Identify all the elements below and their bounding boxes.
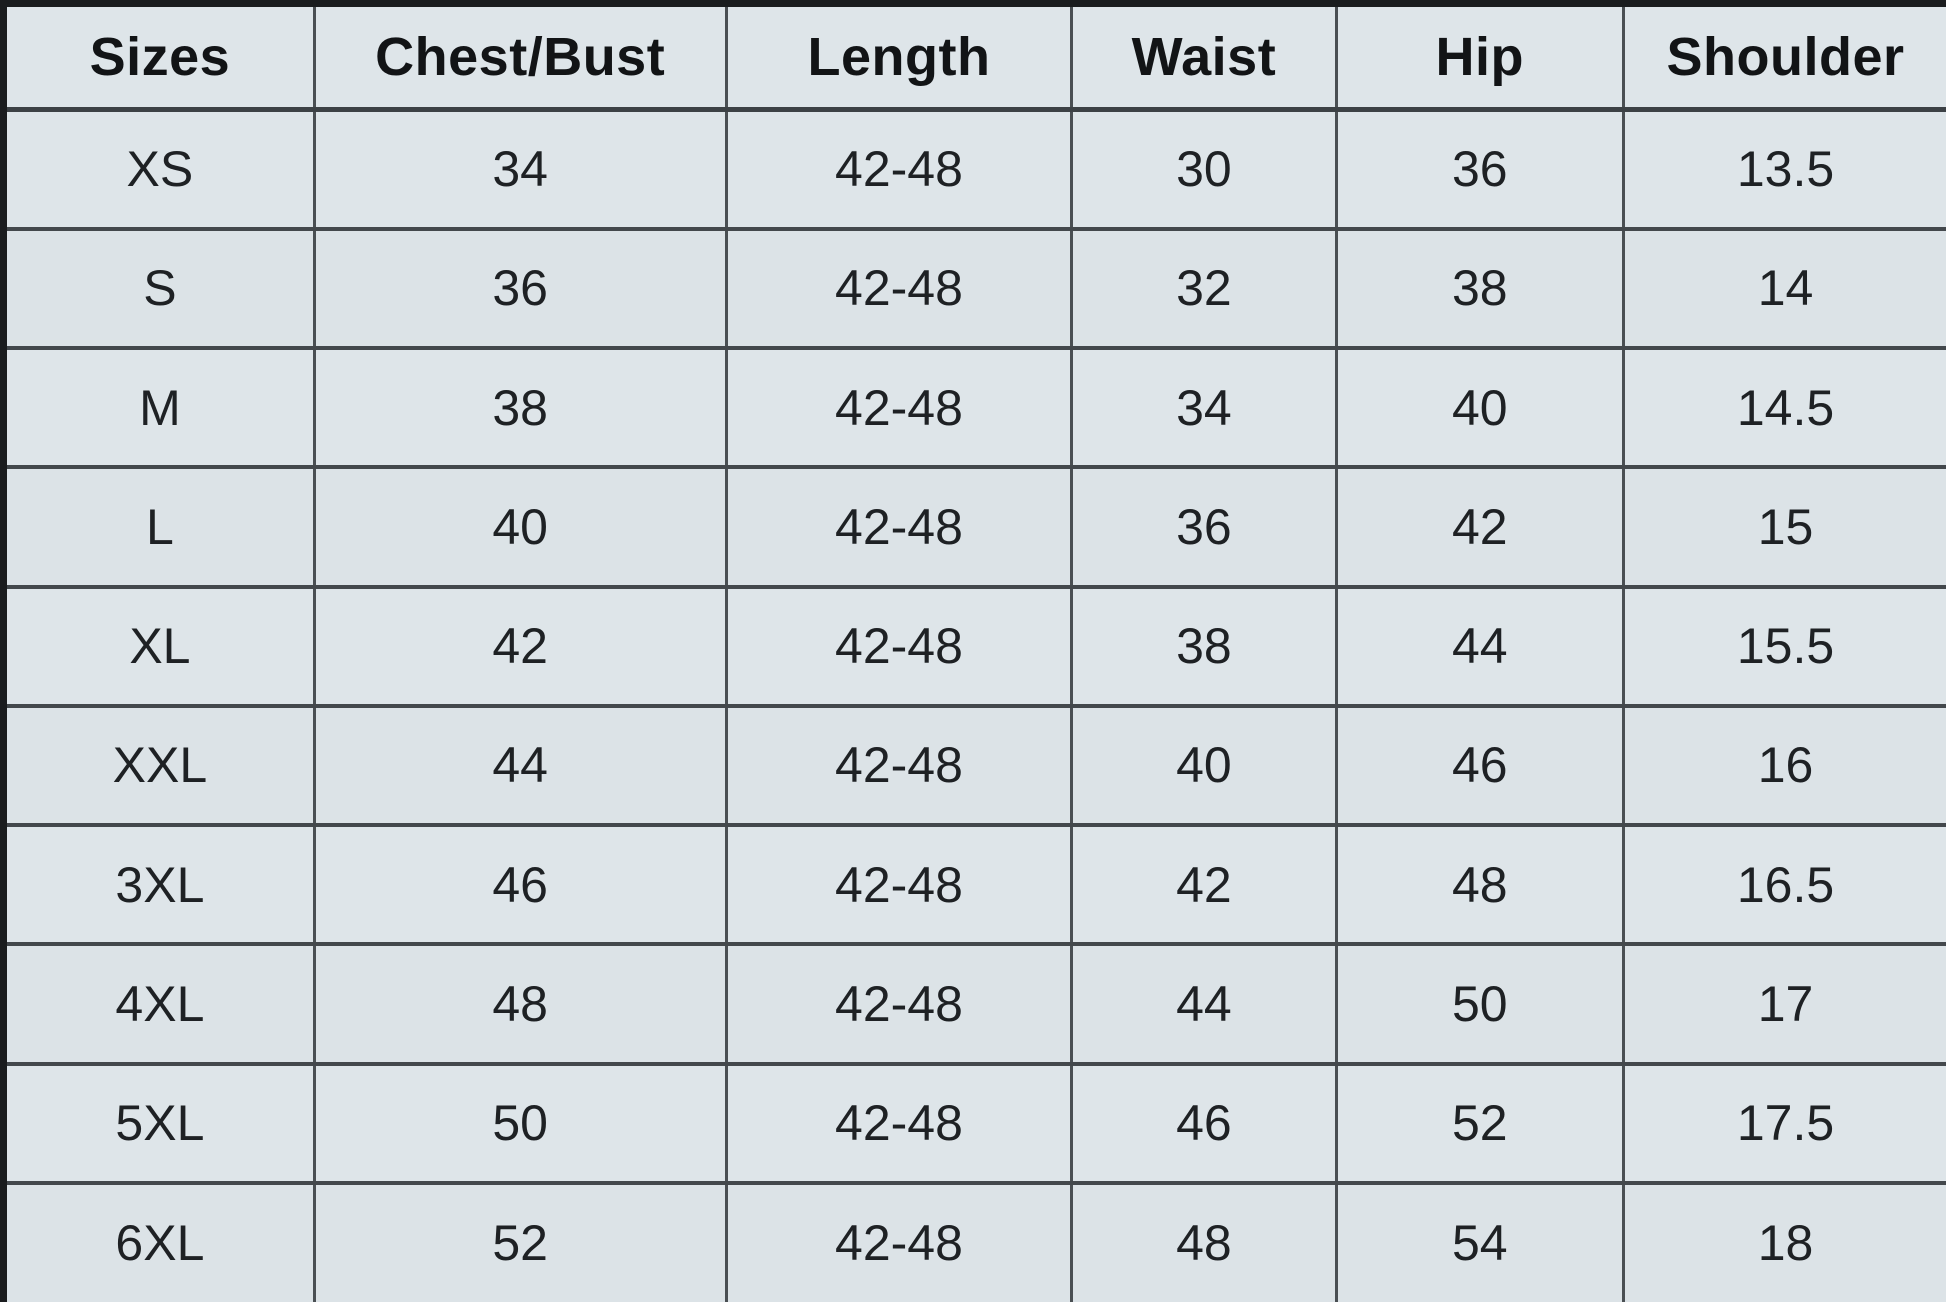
hip-value: 38 — [1336, 229, 1623, 348]
shoulder-value: 17.5 — [1624, 1064, 1946, 1183]
hip-value: 40 — [1336, 348, 1623, 467]
column-header-sizes: Sizes — [4, 4, 315, 110]
size-label: L — [4, 467, 315, 586]
size-label: XS — [4, 110, 315, 229]
size-label: S — [4, 229, 315, 348]
chest-value: 42 — [314, 587, 726, 706]
size-label: M — [4, 348, 315, 467]
hip-value: 48 — [1336, 825, 1623, 944]
column-header-length: Length — [726, 4, 1072, 110]
table-row-xs — [4, 110, 1946, 229]
length-value: 42-48 — [726, 348, 1072, 467]
table-row-xxl — [4, 706, 1946, 825]
table-row-6xl — [4, 1183, 1946, 1302]
waist-value: 42 — [1072, 825, 1336, 944]
table-row-xl — [4, 587, 1946, 706]
size-label: 6XL — [4, 1183, 315, 1302]
shoulder-value: 16 — [1624, 706, 1946, 825]
table-row-3xl — [4, 825, 1946, 944]
size-label: 5XL — [4, 1064, 315, 1183]
length-value: 42-48 — [726, 825, 1072, 944]
hip-value: 44 — [1336, 587, 1623, 706]
length-value: 42-48 — [726, 110, 1072, 229]
shoulder-value: 13.5 — [1624, 110, 1946, 229]
waist-value: 36 — [1072, 467, 1336, 586]
chest-value: 38 — [314, 348, 726, 467]
table-row-5xl — [4, 1064, 1946, 1183]
shoulder-value: 17 — [1624, 944, 1946, 1063]
shoulder-value: 14.5 — [1624, 348, 1946, 467]
waist-value: 32 — [1072, 229, 1336, 348]
waist-value: 44 — [1072, 944, 1336, 1063]
chest-value: 40 — [314, 467, 726, 586]
length-value: 42-48 — [726, 706, 1072, 825]
table-row-l — [4, 467, 1946, 586]
length-value: 42-48 — [726, 467, 1072, 586]
waist-value: 48 — [1072, 1183, 1336, 1302]
length-value: 42-48 — [726, 229, 1072, 348]
table-row-m — [4, 348, 1946, 467]
chest-value: 44 — [314, 706, 726, 825]
hip-value: 36 — [1336, 110, 1623, 229]
column-header-shoulder: Shoulder — [1624, 4, 1946, 110]
chest-value: 46 — [314, 825, 726, 944]
waist-value: 40 — [1072, 706, 1336, 825]
waist-value: 46 — [1072, 1064, 1336, 1183]
hip-value: 54 — [1336, 1183, 1623, 1302]
header-row — [4, 4, 1946, 110]
shoulder-value: 18 — [1624, 1183, 1946, 1302]
shoulder-value: 15 — [1624, 467, 1946, 586]
column-header-hip: Hip — [1336, 4, 1623, 110]
size-label: 4XL — [4, 944, 315, 1063]
waist-value: 34 — [1072, 348, 1336, 467]
size-label: XXL — [4, 706, 315, 825]
hip-value: 50 — [1336, 944, 1623, 1063]
length-value: 42-48 — [726, 944, 1072, 1063]
table-row-s — [4, 229, 1946, 348]
chest-value: 52 — [314, 1183, 726, 1302]
table-row-4xl — [4, 944, 1946, 1063]
chest-value: 48 — [314, 944, 726, 1063]
column-header-chest-bust: Chest/Bust — [314, 4, 726, 110]
chest-value: 34 — [314, 110, 726, 229]
shoulder-value: 15.5 — [1624, 587, 1946, 706]
size-label: 3XL — [4, 825, 315, 944]
chest-value: 36 — [314, 229, 726, 348]
length-value: 42-48 — [726, 1183, 1072, 1302]
hip-value: 52 — [1336, 1064, 1623, 1183]
chest-value: 50 — [314, 1064, 726, 1183]
shoulder-value: 14 — [1624, 229, 1946, 348]
waist-value: 30 — [1072, 110, 1336, 229]
length-value: 42-48 — [726, 1064, 1072, 1183]
size-label: XL — [4, 587, 315, 706]
hip-value: 46 — [1336, 706, 1623, 825]
column-header-waist: Waist — [1072, 4, 1336, 110]
shoulder-value: 16.5 — [1624, 825, 1946, 944]
length-value: 42-48 — [726, 587, 1072, 706]
hip-value: 42 — [1336, 467, 1623, 586]
waist-value: 38 — [1072, 587, 1336, 706]
